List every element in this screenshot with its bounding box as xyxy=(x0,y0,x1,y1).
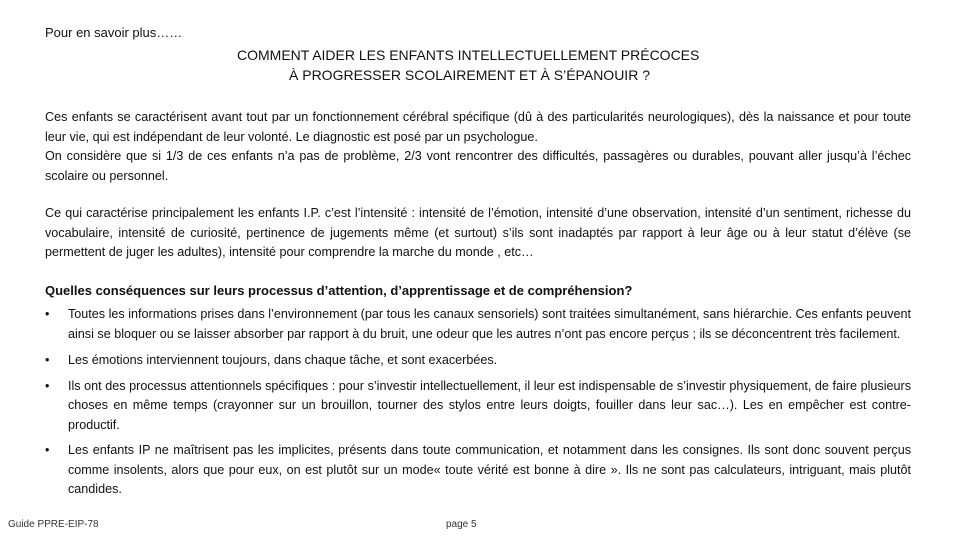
intro-paragraph-part-2: On considère que si 1/3 de ces enfants n’a pas de problème, 2/3 vont rencontrer des difficultés, passagères ou durables, pouvant aller jusqu’à l’échec scolaire ou personnel. xyxy=(45,149,911,183)
list-item-text: Les émotions interviennent toujours, dans chaque tâche, et sont exacerbées. xyxy=(68,353,498,367)
footer-doc-ref: Guide PPRE-EIP-78 xyxy=(8,519,99,530)
list-item xyxy=(45,305,911,344)
page-title xyxy=(237,45,699,85)
bullet-icon: • xyxy=(45,307,50,321)
list-item-text: Toutes les informations prises dans l’environnement (par tous les canaux sensoriels) sont traitées simultanément, sans hiérarchie. Ces enfants peuvent ainsi se bloquer ou se laisser absorber par rapport à du bruit, une odeur que les autres n’ont pas encore perçus ; ils se déconcentrent très facilement. xyxy=(68,307,911,341)
list-item-text: Ils ont des processus attentionnels spécifiques : pour s’investir intellectuellement, il leur est indispensable de s’investir physiquement, de faire plusieurs choses en même temps (crayonner sur un brouillon, tourner des stylos entre leurs doigts, fouiller dans leur sac…). Les en empêcher est contre-productif. xyxy=(68,378,911,432)
bullet-list xyxy=(45,305,911,500)
footer-page-number: page 5 xyxy=(446,519,477,530)
title-line-2: À PROGRESSER SCOLAIREMENT ET À S’ÉPANOUIR ? xyxy=(289,67,650,83)
list-item-text: Les enfants IP ne maîtrisent pas les implicites, présents dans toute communication, et notamment dans les consignes. Ils sont donc souvent perçus comme insolents, alors que pour eux, on est plutôt sur un mode« toute vérité est bonne à dire ». Ils ne sont pas calculateurs, intriguant, mais plutôt candides. xyxy=(68,443,911,496)
intensity-paragraph: Ce qui caractérise principalement les enfants I.P. c’est l’intensité : intensité de l’émotion, intensité d’une observation, intensité d’un sentiment, richesse du vocabulaire, intensité de curiosité, pertinence de jugements même (et surtout) s’ils sont inadaptés par rapport à leur âge ou à leur statut d’élève (se permettent de juger les adultes), intensité pour comprendre la marche du monde , etc… xyxy=(45,206,911,259)
list-item xyxy=(45,441,911,500)
bullet-icon: • xyxy=(45,443,50,457)
bullet-icon: • xyxy=(45,353,50,367)
bullet-icon: • xyxy=(45,378,50,393)
section-heading: Quelles conséquences sur leurs processus d’attention, d’apprentissage et de compréhension? xyxy=(45,283,633,298)
intro-paragraph xyxy=(45,108,911,186)
list-item xyxy=(45,351,911,371)
list-item xyxy=(45,377,911,436)
header-note: Pour en savoir plus…… xyxy=(45,25,183,40)
title-line-1: COMMENT AIDER LES ENFANTS INTELLECTUELLEMENT PRÉCOCES xyxy=(237,47,700,63)
intro-paragraph-part-1: Ces enfants se caractérisent avant tout par un fonctionnement cérébral spécifique (dû à des particularités neurologiques), dès la naissance et pour toute leur vie, qui est indépendant de leur volonté. Le diagnostic est posé par un psychologue. xyxy=(45,110,911,144)
